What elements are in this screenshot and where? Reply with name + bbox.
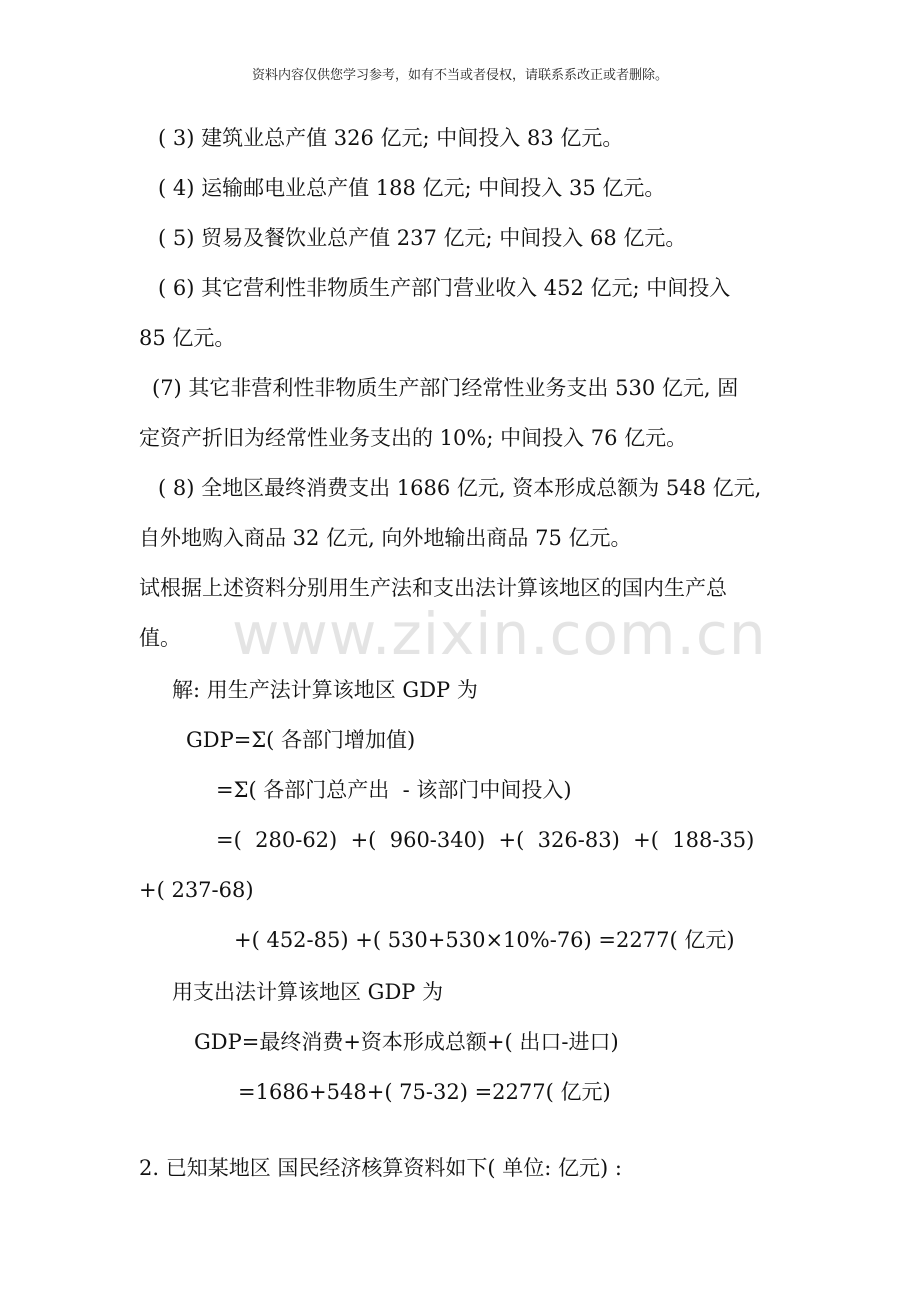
solution-intro: 解: 用生产法计算该地区 GDP 为 [172,678,478,702]
question-line-1: 试根据上述资料分别用生产法和支出法计算该地区的国内生产总 [139,576,727,600]
expenditure-formula-1: GDP=最终消费+资本形成总额+( 出口-进口) [194,1030,619,1054]
watermark: www.zixin.com.cn [232,600,767,668]
item-8-line-1: ( 8) 全地区最终消费支出 1686 亿元, 资本形成总额为 548 亿元, [158,476,762,500]
question-line-2: 值。 [139,626,181,650]
expenditure-formula-2: =1686+548+( 75-32) =2277( 亿元) [238,1080,611,1104]
next-question: 2. 已知某地区 国民经济核算资料如下( 单位: 亿元) : [139,1156,622,1180]
formula-1: GDP=Σ( 各部门增加值) [186,728,416,752]
expenditure-intro: 用支出法计算该地区 GDP 为 [172,980,444,1004]
formula-5: +( 452-85) +( 530+530×10%-76) =2277( 亿元) [234,928,735,952]
item-6-line-2: 85 亿元。 [139,326,236,350]
header-note: 资料内容仅供您学习参考，如有不当或者侵权，请联系系改正或者删除。 [251,68,668,83]
item-7-line-2: 定资产折旧为经常性业务支出的 10%; 中间投入 76 亿元。 [139,426,688,450]
item-3: ( 3) 建筑业总产值 326 亿元; 中间投入 83 亿元。 [158,126,624,150]
item-6-line-1: ( 6) 其它营利性非物质生产部门营业收入 452 亿元; 中间投入 [158,276,731,300]
item-7-line-1: (7) 其它非营利性非物质生产部门经常性业务支出 530 亿元, 固 [152,376,739,400]
formula-4: +( 237-68) [139,878,254,902]
formula-2: =Σ( 各部门总产出 - 该部门中间投入) [216,778,572,802]
item-8-line-2: 自外地购入商品 32 亿元, 向外地输出商品 75 亿元。 [139,526,632,550]
item-4: ( 4) 运输邮电业总产值 188 亿元; 中间投入 35 亿元。 [158,176,666,200]
formula-3: =( 280-62) +( 960-340) +( 326-83) +( 188-35) [216,828,755,852]
item-5: ( 5) 贸易及餐饮业总产值 237 亿元; 中间投入 68 亿元。 [158,226,687,250]
